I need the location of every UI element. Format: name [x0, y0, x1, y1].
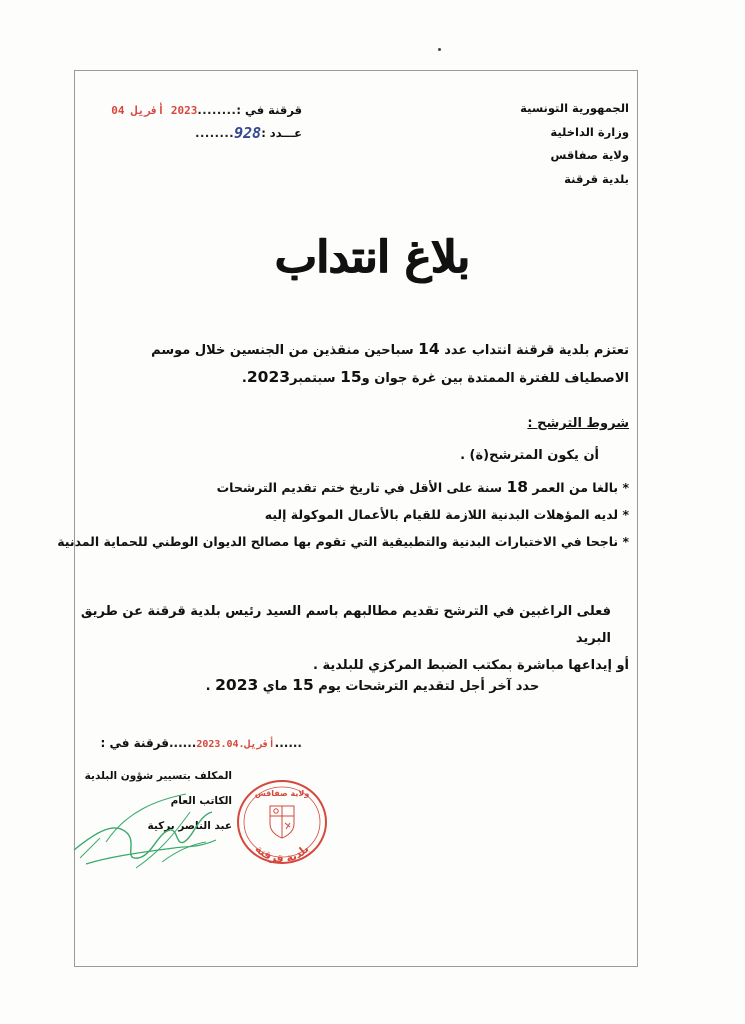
- deadline-text: حدد آخر أجل لتقديم الترشحات يوم: [313, 679, 540, 694]
- deadline-day: 15: [292, 676, 314, 694]
- number-stamp: 928: [234, 124, 262, 142]
- condition-age: 18: [506, 478, 529, 496]
- deadline-text: ماي: [258, 679, 293, 694]
- intro-count: 14: [418, 340, 440, 358]
- handwritten-signature: [66, 772, 226, 882]
- conditions-title: شروط الترشح :: [527, 416, 629, 431]
- footer-date-row: [82, 736, 302, 750]
- date-label: قرقنة في :: [236, 103, 302, 117]
- header-line-republic: الجمهورية التونسية: [520, 101, 629, 115]
- signatory-name: عبد الناصر بركية: [147, 820, 232, 832]
- intro-day: 15: [340, 368, 362, 386]
- issuer-header: [399, 97, 629, 191]
- signatory-role: المكلف بتسيير شؤون البلدية: [84, 770, 232, 782]
- reference-number-row: [102, 122, 302, 145]
- number-dots: ........: [195, 126, 235, 140]
- number-label: عـــدد :: [261, 126, 302, 140]
- scan-speck: [438, 48, 441, 51]
- conditions-intro: أن يكون المترشح(ة) .: [460, 448, 599, 463]
- condition-text: سنة على الأقل في تاريخ ختم تقديم الترشحات: [216, 480, 507, 495]
- intro-text: سباحين منقذين من الجنسين خلال موسم: [151, 343, 419, 358]
- document-title: بلاغ انتداب: [275, 232, 470, 283]
- intro-text: الاصطياف للفترة الممتدة بين غرة جوان و: [361, 371, 629, 386]
- condition-text: * بالغا من العمر: [528, 480, 629, 495]
- seal-bottom-text: [252, 842, 311, 865]
- application-line-1: فعلى الراغبين في الترشح تقديم مطالبهم باسم السيد رئيس بلدية قرقنة عن طريق البريد: [80, 604, 611, 646]
- seal-bottom-text-path: بلدية قرقنة: [252, 842, 312, 866]
- date-stamp: 2023 أفريل 04: [111, 104, 198, 117]
- signatory-title: الكاتب العام: [170, 795, 232, 807]
- intro-text: سبتمبر: [290, 371, 341, 386]
- intro-paragraph: [99, 336, 629, 392]
- intro-line-1: [99, 336, 629, 364]
- footer-dots: ......: [169, 736, 197, 750]
- date-dots: ........: [197, 103, 237, 117]
- conditions-list: [57, 474, 629, 555]
- footer-date-stamp: 2023.أفريل.04: [196, 739, 275, 750]
- header-line-municipality: بلدية قرقنة: [564, 171, 629, 186]
- deadline-text: .: [205, 679, 216, 694]
- municipality-seal: [232, 776, 332, 868]
- reference-block: [102, 99, 302, 145]
- condition-item: * ناجحا في الاختبارات البدنية والتطبيقية التي تقوم بها مصالح الديوان الوطني للحماية المدنية: [57, 534, 629, 549]
- intro-text: تعتزم بلدية قرقنة انتداب عدد: [439, 343, 629, 358]
- reference-date-row: [102, 99, 302, 122]
- intro-year: 2023: [246, 368, 291, 386]
- deadline-year: 2023: [215, 676, 259, 694]
- deadline-line: [0, 676, 745, 694]
- condition-item: * لديه المؤهلات البدنية اللازمة للقيام بالأعمال الموكولة إليه: [264, 507, 629, 522]
- seal-emblem-icon: [270, 806, 294, 838]
- condition-item: [89, 474, 629, 501]
- footer-date-label: قرقنة في :: [100, 736, 169, 750]
- intro-line-2: [99, 364, 629, 392]
- header-line-ministry: وزارة الداخلية: [550, 124, 629, 139]
- footer-dots: ......: [274, 736, 302, 750]
- seal-top-text: ولاية صفاقس: [254, 789, 310, 798]
- application-paragraph: [69, 598, 629, 679]
- header-line-governorate: ولاية صفاقس: [550, 148, 629, 162]
- intro-text: .: [241, 371, 247, 386]
- application-line-2: أو إيداعها مباشرة بمكتب الضبط المركزي للبلدية .: [313, 658, 629, 673]
